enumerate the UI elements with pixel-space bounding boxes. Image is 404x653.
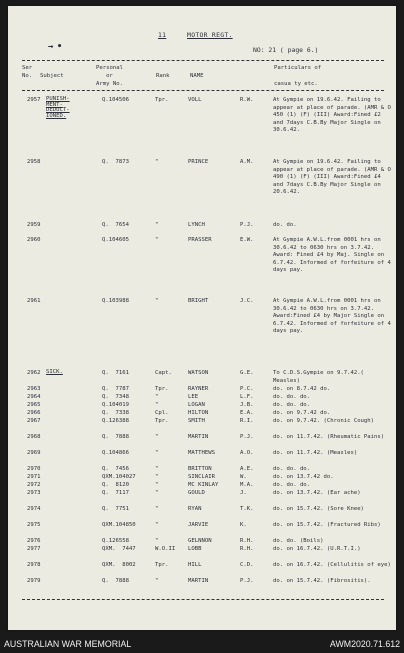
entry-rank: ": [155, 450, 159, 456]
entry-particulars: do. on 13.7.42. (Ear ache): [273, 490, 361, 496]
entry-particulars: do. on 16.7.42. (Cellulitis of eye): [273, 562, 391, 568]
entry-rank: Tpr.: [155, 418, 169, 424]
entry-number: 2963: [27, 386, 41, 392]
entry-particulars: do. on 11.7.42. (Rheumatic Pains): [273, 434, 385, 440]
entry-name: BRITTON: [188, 466, 212, 472]
entry-particulars: do. do. do.: [273, 394, 311, 400]
entry-initials: E.W.: [240, 237, 254, 243]
entry-initials: J.: [240, 490, 247, 496]
entry-name: HILL: [188, 562, 202, 568]
entry-particulars: At Gympie on 19.6.42. Failing to appear at place of parade. (AMR & O 490 (1) (F) (III) Award:Fined £4 and 7days C.B.By Major Single on 20.6.42.: [273, 159, 391, 196]
column-header-rank: Rank: [156, 73, 170, 79]
column-header-name: NAME: [190, 73, 204, 79]
entry-name: GELNNON: [188, 538, 212, 544]
entry-name: LOBB: [188, 546, 202, 552]
entry-number: 2972: [27, 482, 41, 488]
entry-army-number: Q.104019: [102, 402, 129, 408]
entry-army-number: Q. 7888: [102, 434, 129, 440]
column-header-particulars: Particulars of casua ty etc.: [274, 65, 322, 87]
entry-initials: M.A.: [240, 482, 254, 488]
entry-initials: R.H.: [240, 538, 254, 544]
entry-rank: ": [155, 538, 159, 544]
entry-initials: J.B.: [240, 402, 254, 408]
entry-particulars: do. on 11.7.42. (Measles): [273, 450, 358, 456]
entry-army-number: Q.103988: [102, 298, 129, 304]
entry-number: 2965: [27, 402, 41, 408]
entry-number: 2969: [27, 450, 41, 456]
entry-army-number: Q. 7787: [102, 386, 129, 392]
entry-rank: Capt.: [155, 370, 172, 376]
entry-particulars: To C.D.S.Gympie on 9.7.42.( Measles): [273, 370, 364, 384]
entry-army-number: Q. 7456: [102, 466, 129, 472]
entry-initials: E.A.: [240, 410, 254, 416]
column-header-ser-no: Ser No.: [22, 65, 33, 79]
entry-number: 2976: [27, 538, 41, 544]
entry-rank: ": [155, 522, 159, 528]
entry-army-number: Q. 7338: [102, 410, 129, 416]
entry-particulars: do. on 13.7.42 do.: [273, 474, 334, 480]
entry-initials: T.K.: [240, 506, 254, 512]
entry-number: 2962: [27, 370, 41, 376]
entry-rank: W.O.II: [155, 546, 176, 552]
entry-army-number: QXM.104027: [102, 474, 136, 480]
entry-army-number: QXM.104850: [102, 522, 136, 528]
entry-particulars: At Gympie A.W.L.from 0001 hrs on 30.6.42 to 0630 hrs on 3.7.42. Award: Fined £4 by Maj. Single on 6.7.42. Informed of forfeiture of 4 days pay.: [273, 237, 391, 274]
entry-initials: R.H.: [240, 546, 254, 552]
entry-number: 2977: [27, 546, 41, 552]
entry-initials: P.J.: [240, 578, 254, 584]
entry-army-number: QXM. 7447: [102, 546, 136, 552]
document-page: [8, 6, 396, 630]
entry-name: MARTIN: [188, 434, 209, 440]
entry-name: VOLL: [188, 97, 202, 103]
entry-name: BRIGHT: [188, 298, 209, 304]
entry-particulars: At Gympie A.W.L.from 0001 hrs on 30.6.42 to 0630 hrs on 3.7.42. Award:Fined £4 by Major Single on 6.7.42. Informed of forfeiture of 4 days pay.: [273, 298, 391, 335]
entry-name: WATSON: [188, 370, 209, 376]
entry-rank: Tpr.: [155, 386, 169, 392]
entry-particulars: do. on 16.7.42. (U.R.T.I.): [273, 546, 361, 552]
entry-particulars: do. do. do.: [273, 466, 311, 472]
entry-particulars: do. on 15.7.42. (Fractured Ribs): [273, 522, 381, 528]
unit-number: 11: [158, 31, 167, 39]
entry-name: SINCLAIR: [188, 474, 215, 480]
entry-army-number: Q. 7161: [102, 370, 129, 376]
entry-rank: ": [155, 466, 159, 472]
entry-army-number: Q.104866: [102, 450, 129, 456]
entry-initials: C.D.: [240, 562, 254, 568]
entry-number: 2961: [27, 298, 41, 304]
entry-particulars: At Gympie on 19.6.42. Failing to appear at place of parade. (AMR & O 450 (1) (F) (III) Award:Fined £2 and 7days C.B.By Major Single on 30.6.42.: [273, 97, 391, 134]
entry-name: LYNCH: [188, 222, 205, 228]
entry-number: 2958: [27, 159, 41, 165]
entry-initials: G.E.: [240, 370, 254, 376]
entry-name: SMITH: [188, 418, 205, 424]
header-divider: [22, 90, 384, 91]
entry-name: GOULD: [188, 490, 205, 496]
entry-initials: P.J.: [240, 222, 254, 228]
handwritten-mark: → •: [48, 42, 62, 52]
entry-initials: P.J.: [240, 434, 254, 440]
entry-name: RAYNER: [188, 386, 209, 392]
column-header-personal-no: Personal or Army No.: [96, 65, 123, 87]
entry-number: 2960: [27, 237, 41, 243]
entry-name: PRINCE: [188, 159, 209, 165]
entry-number: 2964: [27, 394, 41, 400]
entry-initials: R.I.: [240, 418, 254, 424]
top-divider: [22, 60, 384, 61]
entry-initials: L.F.: [240, 394, 254, 400]
entry-number: 2957: [27, 97, 41, 103]
entry-initials: P.C.: [240, 386, 254, 392]
entry-number: 2959: [27, 222, 41, 228]
entry-army-number: Q. 7751: [102, 506, 129, 512]
bottom-divider: [22, 599, 384, 600]
unit-name: MOTOR REGT.: [187, 31, 233, 39]
entry-army-number: Q.104605: [102, 237, 129, 243]
entry-number: 2973: [27, 490, 41, 496]
entry-army-number: Q.104506: [102, 97, 129, 103]
entry-rank: ": [155, 402, 159, 408]
entry-army-number: Q.126558: [102, 538, 129, 544]
entry-name: LEE: [188, 394, 199, 400]
entry-particulars: do. on 9.7.42. (Chronic Cough): [273, 418, 375, 424]
entry-name: JARVIE: [188, 522, 209, 528]
entry-initials: A.O.: [240, 450, 254, 456]
archive-footer: [0, 636, 404, 653]
entry-name: PRASSER: [188, 237, 212, 243]
entry-initials: K.: [240, 522, 247, 528]
entry-number: 2979: [27, 578, 41, 584]
entry-number: 2974: [27, 506, 41, 512]
entry-initials: A.E.: [240, 466, 254, 472]
entry-name: MATTHEWS: [188, 450, 215, 456]
entry-rank: ": [155, 490, 159, 496]
entry-number: 2978: [27, 562, 41, 568]
entry-rank: ": [155, 298, 159, 304]
entry-particulars: do. do.: [273, 222, 297, 228]
entry-initials: A.M.: [240, 159, 254, 165]
entry-rank: ": [155, 578, 159, 584]
entry-number: 2975: [27, 522, 41, 528]
entry-rank: ": [155, 434, 159, 440]
entry-army-number: Q. 7348: [102, 394, 129, 400]
entry-initials: R.W.: [240, 97, 254, 103]
entry-rank: ": [155, 237, 159, 243]
entry-particulars: do. do. do.: [273, 402, 311, 408]
entry-particulars: do. do. do.: [273, 482, 311, 488]
entry-particulars: do. on 15.7.42. (Sore Knee): [273, 506, 364, 512]
entry-number: 2971: [27, 474, 41, 480]
entry-rank: ": [155, 394, 159, 400]
entry-number: 2967: [27, 418, 41, 424]
entry-name: MARTIN: [188, 578, 209, 584]
entry-name: HILTON: [188, 410, 209, 416]
page-reference: NO: 21 ( page 6.): [253, 46, 319, 54]
entry-rank: Tpr.: [155, 97, 169, 103]
entry-rank: Cpl.: [155, 410, 169, 416]
entry-name: MC KINLAY: [188, 482, 219, 488]
entry-army-number: QXM. 8002: [102, 562, 136, 568]
entry-particulars: do. on 15.7.42. (Fibrositis).: [273, 578, 371, 584]
entry-rank: ": [155, 474, 159, 480]
entry-army-number: Q. 7654: [102, 222, 129, 228]
entry-army-number: Q.126388: [102, 418, 129, 424]
entry-initials: J.C.: [240, 298, 254, 304]
archive-reference: AWM2020.71.612: [329, 639, 400, 649]
entry-rank: ": [155, 159, 159, 165]
entry-initials: W.: [240, 474, 247, 480]
entry-number: 2966: [27, 410, 41, 416]
entry-particulars: do. on 9.7.42 do.: [273, 410, 331, 416]
entry-number: 2970: [27, 466, 41, 472]
entry-army-number: Q. 7117: [102, 490, 129, 496]
entry-army-number: Q. 7873: [102, 159, 129, 165]
entry-particulars: do. on 8.7.42 do.: [273, 386, 331, 392]
entry-rank: ": [155, 222, 159, 228]
archive-credit: AUSTRALIAN WAR MEMORIAL: [4, 639, 132, 649]
entry-particulars: do. do. (Boils): [273, 538, 324, 544]
column-header-subject: Subject: [40, 73, 64, 79]
entry-subject: SICK.: [46, 369, 63, 375]
entry-army-number: Q. 8120: [102, 482, 129, 488]
entry-name: LOGAN: [188, 402, 205, 408]
entry-number: 2968: [27, 434, 41, 440]
entry-rank: ": [155, 482, 159, 488]
entry-army-number: Q. 7888: [102, 578, 129, 584]
entry-subject: PUNISH- MENT- DEDUCT- IONED.: [46, 96, 70, 119]
entry-rank: ": [155, 506, 159, 512]
entry-name: RYAN: [188, 506, 202, 512]
entry-rank: Tpr.: [155, 562, 169, 568]
unit-heading: [158, 31, 233, 39]
